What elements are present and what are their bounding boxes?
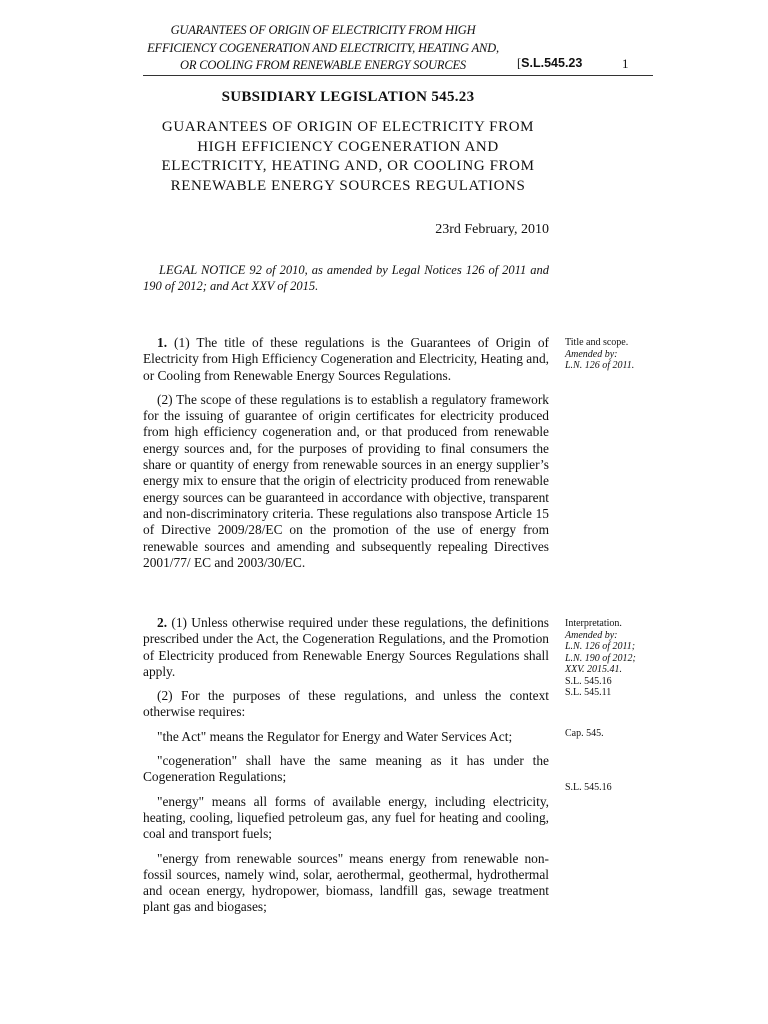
reference-code: S.L.545.23	[521, 56, 583, 70]
definition-renewable-energy: "energy from renewable sources" means energy from renewable non-fossil sources, namely wind, solar, aerothermal, geothermal, hydrothermal and ocean energy, hydropower, biomass, landfill gas, sewage treatment plant gas and biogases;	[143, 850, 549, 915]
legal-notice: LEGAL NOTICE 92 of 2010, as amended by Legal Notices 126 of 2011 and 190 of 2012; and Act XXV of 2015.	[143, 263, 549, 293]
regulation-1-para-1-text: (1) The title of these regulations is the Guarantees of Origin of Electricity from High Efficiency Cogeneration and Electricity, Heating and, or Cooling from Renewable Energy Sources Regulations.	[143, 335, 549, 383]
margin-note-2-sl-2: S.L. 545.11	[565, 687, 612, 698]
definition-cogeneration: "cogeneration" shall have the same meaning as it has under the Cogeneration Regulations;	[143, 753, 549, 785]
document-subtitle: GUARANTEES OF ORIGIN OF ELECTRICITY FROM HIGH EFFICIENCY COGENERATION AND ELECTRICITY, HEATING AND, OR COOLING FROM RENEWABLE ENERGY SOURCES REGULATIONS	[161, 119, 535, 194]
margin-note-cap: Cap. 545.	[565, 728, 604, 739]
running-header-title: GUARANTEES OF ORIGIN OF ELECTRICITY FROM HIGH EFFICIENCY COGENERATION AND ELECTRICITY, HEATING AND, OR COOLING FROM RENEWABLE ENERGY SOURCES	[147, 23, 499, 72]
regulation-2-number: 2.	[157, 615, 168, 630]
definition-act: "the Act" means the Regulator for Energy and Water Services Act;	[157, 728, 513, 744]
margin-note-2-amended: Amended by:	[565, 629, 618, 641]
margin-note-sl: S.L. 545.16	[565, 782, 612, 793]
header-divider	[143, 75, 653, 76]
regulation-2-para-2: (2) For the purposes of these regulations, and unless the context otherwise requires:	[143, 688, 549, 720]
margin-note-1-amended: Amended by:	[565, 348, 618, 360]
regulation-2	[143, 615, 549, 916]
reference-bracket: [	[517, 56, 522, 70]
margin-note-2-ref-2: L.N. 190 of 2012;	[565, 652, 636, 664]
regulation-1-para-2: (2) The scope of these regulations is to establish a regulatory framework for the issuing of guarantee of origin certificates for electricity produced from high efficiency cogeneration and, or that produced from renewable energy sources and, for the purposes of providing to final consumers the share or quantity of energy from renewable sources in an energy supplier’s energy mix to ensure that the origin of electricity produced from renewable energy sources can be guaranteed in accordance with objective, transparent and non-discriminatory criteria. These regulations also transpose Article 15 of Directive 2009/28/EC on the promotion of the use of energy from renewable sources and amending and subsequently repealing Directives 2001/77/ EC and 2003/30/EC.	[143, 391, 549, 570]
regulation-1	[143, 335, 549, 571]
running-header-reference	[517, 56, 582, 71]
regulation-2-para-1	[143, 615, 549, 680]
margin-note-2-ref-3: XXV. 2015.41.	[565, 664, 623, 675]
margin-note-1-title: Title and scope.	[565, 337, 629, 348]
document-date: 23rd February, 2010	[435, 222, 549, 237]
regulation-2-para-1-text: (1) Unless otherwise required under these regulations, the definitions prescribed under the Act, the Cogeneration Regulations, and the Promotion of Electricity produced from Renewable Energy Sources Regulations shall apply.	[143, 615, 549, 679]
margin-note-2-ref-1: L.N. 126 of 2011;	[565, 641, 636, 652]
regulation-1-para-1	[143, 335, 549, 384]
margin-note-2-title: Interpretation.	[565, 618, 622, 629]
margin-note-1-ref: L.N. 126 of 2011.	[565, 360, 635, 371]
document-title: SUBSIDIARY LEGISLATION 545.23	[221, 89, 475, 105]
margin-note-2-sl-1: S.L. 545.16	[565, 675, 612, 687]
margin-note-title-and-scope	[565, 337, 655, 372]
margin-note-interpretation	[565, 618, 655, 699]
definition-energy: "energy" means all forms of available energy, including electricity, heating, cooling, liquefied petroleum gas, any fuel for heating and cooling, coal and transport fuels;	[143, 793, 549, 842]
page-number: 1	[622, 56, 629, 71]
regulation-1-number: 1.	[157, 335, 168, 350]
